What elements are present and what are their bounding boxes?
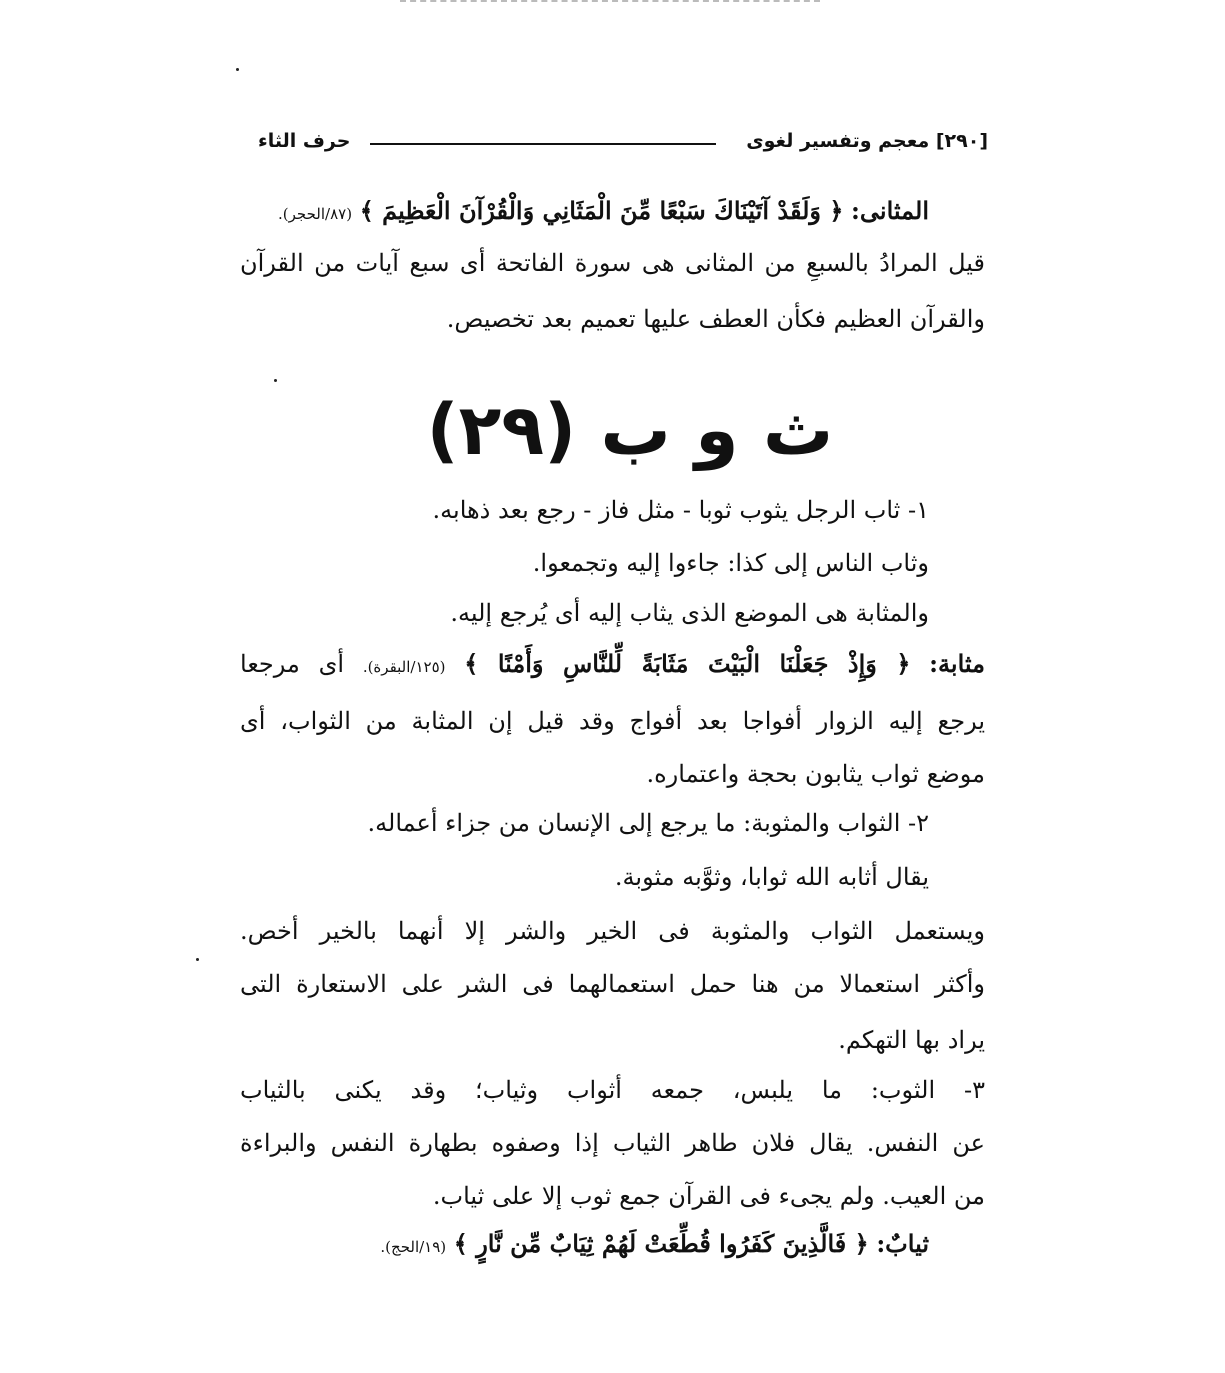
body-line-4: [240, 647, 985, 684]
root-heading: ث و ب (٢٩): [426, 389, 834, 471]
scan-speck: [274, 379, 277, 382]
prev-entry-line-2: قيل المرادُ بالسبعِ من المثانى هى سورة الفاتحة أى سبع آيات من القرآن: [240, 249, 985, 277]
body-line-6: موضع ثواب يثابون بحجة واعتماره.: [646, 760, 985, 788]
scan-edge-line: [400, 0, 820, 4]
body-line-14: من العيب. ولم يجىء فى القرآن جمع ثوب إلا على ثياب.: [432, 1182, 985, 1210]
scan-speck: [236, 68, 239, 71]
quran-reference: (٨٧/الحجر).: [278, 205, 353, 223]
quran-reference: (١٢٥/البقرة).: [362, 658, 446, 676]
body-line-7: ٢- الثواب والمثوبة: ما يرجع إلى الإنسان من جزاء أعماله.: [367, 809, 929, 837]
body-line-3: والمثابة هى الموضع الذى يثاب إليه أى يُرجع إليه.: [450, 599, 929, 627]
quran-quote: ﴿ فَالَّذِينَ كَفَرُوا قُطِّعَتْ لَهُمْ ثِيَابٌ مِّن نَّارٍ ﴾: [453, 1229, 869, 1258]
body-line-11: يراد بها التهكم.: [838, 1026, 985, 1054]
body-line-15: [380, 1227, 929, 1264]
body-line-1: ١- ثاب الرجل يثوب ثوبا - مثل فاز - رجع بعد ذهابه.: [432, 496, 929, 524]
header-rule: [370, 143, 716, 145]
body-line-2: وثاب الناس إلى كذا: جاءوا إليه وتجمعوا.: [532, 549, 929, 577]
entry-text: أى مرجعا: [240, 650, 345, 678]
page-label: [٢٩٠] معجم وتفسير لغوى: [746, 130, 988, 152]
running-header: [258, 128, 988, 160]
section-label: حرف الثاء: [258, 130, 351, 152]
scan-speck: [196, 958, 199, 961]
quran-reference: (١٩/الحج).: [380, 1238, 447, 1256]
quran-quote: ﴿ وَإِذْ جَعَلْنَا الْبَيْتَ مَثَابَةً لِّلنَّاسِ وَأَمْنًا ﴾: [464, 649, 911, 678]
body-line-12: ٣- الثوب: ما يلبس، جمعه أثواب وثياب؛ وقد يكنى بالثياب: [240, 1076, 985, 1104]
entry-term: مثابة:: [929, 649, 985, 678]
body-line-10: وأكثر استعمالا من هنا حمل استعمالهما فى الشر على الاستعارة التى: [240, 970, 985, 998]
prev-entry-line-1: [278, 194, 929, 231]
body-line-5: يرجع إليه الزوار أفواجا بعد أفواج وقد قيل إن المثابة من الثواب، أى: [240, 707, 985, 735]
prev-entry-line-3: والقرآن العظيم فكأن العطف عليها تعميم بعد تخصيص.: [446, 305, 985, 333]
entry-term: ثيابٌ:: [876, 1229, 929, 1258]
entry-term: المثانى:: [851, 196, 929, 225]
quran-quote: ﴿ وَلَقَدْ آتَيْنَاكَ سَبْعًا مِّنَ الْمَثَانِي وَالْقُرْآنَ الْعَظِيمَ ﴾: [359, 196, 844, 225]
body-line-8: يقال أثابه الله ثوابا، وثوَّبه مثوبة.: [614, 863, 929, 891]
body-line-9: ويستعمل الثواب والمثوبة فى الخير والشر إلا أنهما بالخير أخص.: [240, 917, 985, 945]
body-line-13: عن النفس. يقال فلان طاهر الثياب إذا وصفوه بطهارة النفس والبراءة: [240, 1129, 985, 1157]
